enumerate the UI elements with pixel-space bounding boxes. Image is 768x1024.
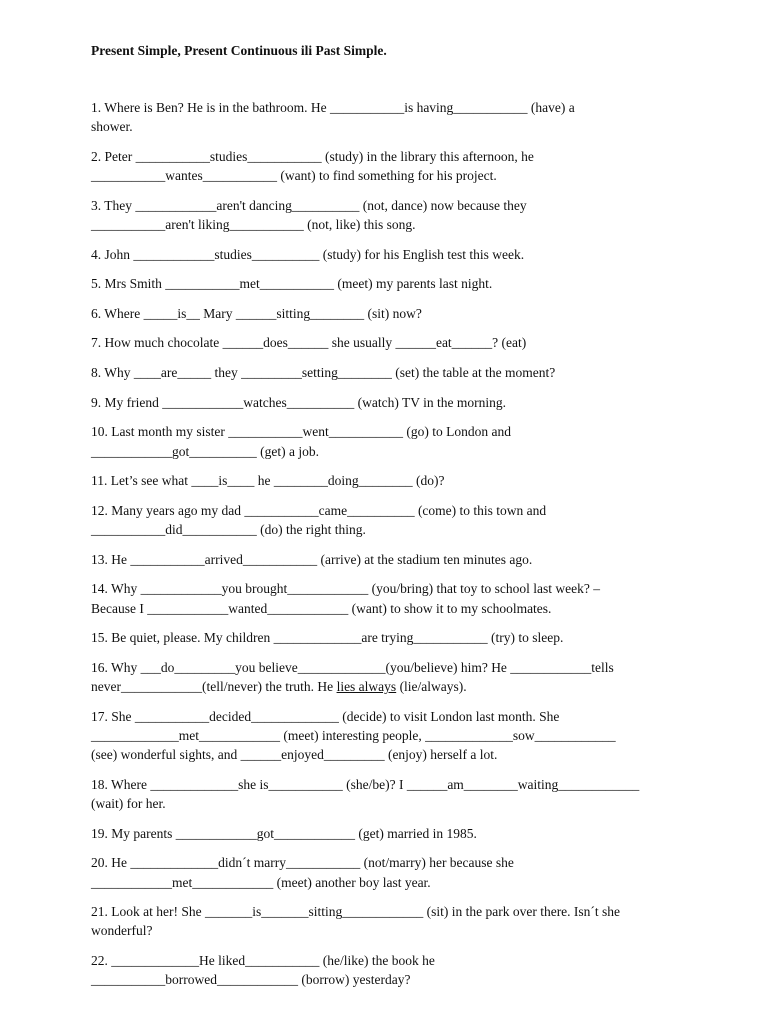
exercise-item	[91, 333, 691, 352]
exercise-item	[91, 658, 691, 697]
exercise-line: 20. He _____________didn´t marry___________ (not/marry) her because she	[91, 855, 514, 871]
exercise-line: shower.	[91, 119, 133, 135]
exercise-line: 22. _____________He liked___________ (he/like) the book he	[91, 953, 435, 969]
exercise-item	[91, 501, 691, 540]
exercise-line: 2. Peter ___________studies___________ (study) in the library this afternoon, he	[91, 148, 534, 164]
exercise-item	[91, 422, 691, 461]
exercise-item	[91, 471, 691, 490]
exercise-item	[91, 579, 691, 618]
exercise-line: ____________got__________ (get) a job.	[91, 443, 319, 459]
exercise-line: 12. Many years ago my dad ___________came__________ (come) to this town and	[91, 502, 547, 518]
exercise-line: ___________wantes___________ (want) to find something for his project.	[91, 168, 497, 184]
exercise-item	[91, 393, 691, 412]
exercise-line: 17. She ___________decided_____________ (decide) to visit London last month. She	[91, 708, 560, 724]
exercise-line: Because I ____________wanted____________ (want) to show it to my schoolmates.	[91, 600, 552, 616]
exercise-line: 6. Where _____is__ Mary ______sitting________ (sit) now?	[91, 305, 422, 321]
exercise-line: 11. Let’s see what ____is____ he ________doing________ (do)?	[91, 473, 445, 489]
exercise-line: ___________aren't liking___________ (not, like) this song.	[91, 217, 416, 233]
exercise-line: 19. My parents ____________got____________ (get) married in 1985.	[91, 825, 477, 841]
underlined-text: lies always	[336, 678, 397, 694]
exercise-line: 14. Why ____________you brought____________ (you/bring) that toy to school last week? –	[91, 581, 600, 597]
exercise-line: (see) wonderful sights, and ______enjoyed_________ (enjoy) herself a lot.	[91, 747, 498, 763]
exercise-line: wonderful?	[91, 923, 153, 939]
exercise-line: 16. Why ___do_________you believe_____________(you/believe) him? He ____________tells	[91, 659, 614, 675]
exercise-item	[91, 245, 691, 264]
exercise-line: 4. John ____________studies__________ (study) for his English test this week.	[91, 246, 525, 262]
exercise-item	[91, 98, 691, 137]
exercise-item	[91, 363, 691, 382]
exercise-line: ____________met____________ (meet) another boy last year.	[91, 874, 431, 890]
exercise-item	[91, 196, 691, 235]
exercise-line: 10. Last month my sister ___________went___________ (go) to London and	[91, 424, 511, 440]
exercise-line: never____________(tell/never) the truth. He lies always (lie/always).	[91, 678, 467, 694]
exercise-line: ___________did___________ (do) the right thing.	[91, 522, 366, 538]
exercise-line: 3. They ____________aren't dancing__________ (not, dance) now because they	[91, 197, 527, 213]
exercise-line: 18. Where _____________she is___________ (she/be)? I ______am________waiting____________	[91, 776, 640, 792]
exercise-list	[91, 98, 691, 1000]
exercise-item	[91, 853, 691, 892]
exercise-line: 7. How much chocolate ______does______ she usually ______eat______? (eat)	[91, 335, 527, 351]
exercise-item	[91, 902, 691, 941]
exercise-item	[91, 707, 691, 765]
exercise-item	[91, 147, 691, 186]
worksheet-title: Present Simple, Present Continuous ili Past Simple.	[91, 43, 387, 58]
exercise-item	[91, 274, 691, 293]
exercise-item	[91, 775, 691, 814]
exercise-line: 5. Mrs Smith ___________met___________ (meet) my parents last night.	[91, 276, 493, 292]
exercise-item	[91, 824, 691, 843]
exercise-item	[91, 951, 691, 990]
exercise-line: 13. He ___________arrived___________ (arrive) at the stadium ten minutes ago.	[91, 551, 533, 567]
exercise-line: 15. Be quiet, please. My children _____________are trying___________ (try) to sleep.	[91, 630, 564, 646]
exercise-line: _____________met____________ (meet) interesting people, _____________sow____________	[91, 727, 616, 743]
exercise-line: 9. My friend ____________watches__________ (watch) TV in the morning.	[91, 394, 506, 410]
exercise-line: 8. Why ____are_____ they _________setting________ (set) the table at the moment?	[91, 365, 556, 381]
worksheet-page	[91, 41, 691, 988]
exercise-item	[91, 550, 691, 569]
exercise-item	[91, 628, 691, 647]
exercise-line: 1. Where is Ben? He is in the bathroom. He ___________is having___________ (have) a	[91, 100, 575, 115]
exercise-item	[91, 304, 691, 323]
exercise-line: ___________borrowed____________ (borrow) yesterday?	[91, 972, 411, 988]
exercise-line: (wait) for her.	[91, 796, 166, 812]
exercise-line: 21. Look at her! She _______is_______sitting____________ (sit) in the park over there. Isn´t she	[91, 904, 621, 920]
